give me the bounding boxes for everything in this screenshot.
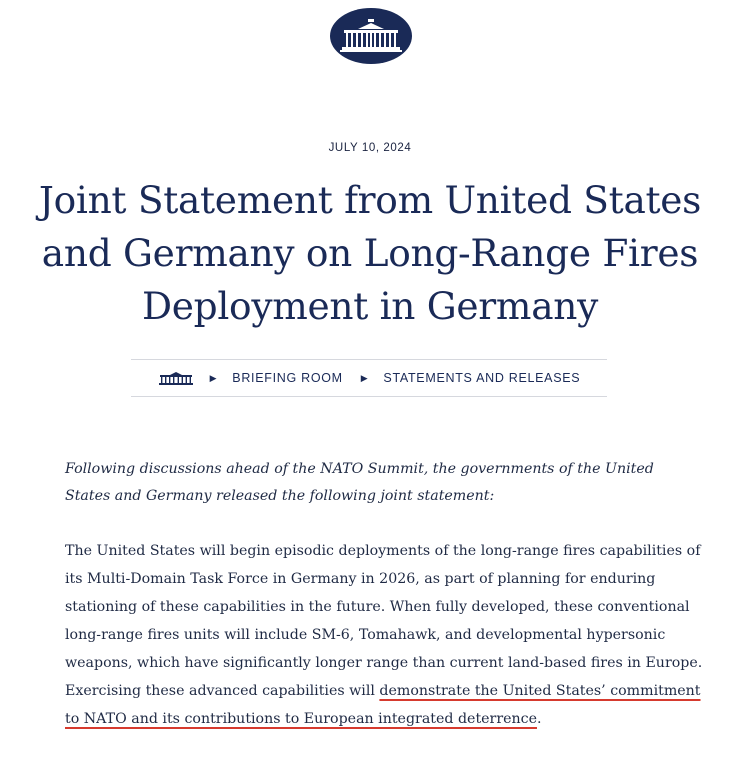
white-house-seal-icon	[340, 18, 402, 54]
body-text-end: .	[536, 711, 542, 727]
breadcrumb	[131, 359, 607, 397]
page-title: Joint Statement from United States and Germany on Long-Range Fires Deployment in Germany	[38, 178, 702, 328]
breadcrumb-item-briefing-room[interactable]: BRIEFING ROOM	[232, 371, 343, 385]
body-text: The United States will begin episodic deployments of the long-range fires capabilities of its Multi-Domain Task Force in Germany in 2026, as part of planning for enduring stationing of these capabilities in the future. When fully developed, these conventional long-range fires units will include SM-6, Tomahawk, and developmental hypersonic weapons, which have significantly longer range than current land-based fires in Europe. Exercising these advanced capabilities will	[65, 543, 703, 699]
chevron-right-icon: ▶	[360, 372, 369, 383]
body-paragraph	[65, 537, 705, 733]
highlighted-text: demonstrate the United States’ commitment to NATO and its contributions to European integrated deterrence	[65, 683, 701, 727]
breadcrumb-item-statements-and-releases[interactable]: STATEMENTS AND RELEASES	[383, 371, 581, 385]
intro-paragraph: Following discussions ahead of the NATO Summit, the governments of the United States and Germany released the following joint statement:	[65, 461, 654, 504]
white-house-logo[interactable]	[330, 8, 412, 64]
publish-date: JULY 10, 2024	[328, 142, 412, 154]
chevron-right-icon: ▶	[209, 372, 218, 383]
white-house-icon	[158, 371, 194, 385]
breadcrumb-home[interactable]	[158, 371, 194, 385]
